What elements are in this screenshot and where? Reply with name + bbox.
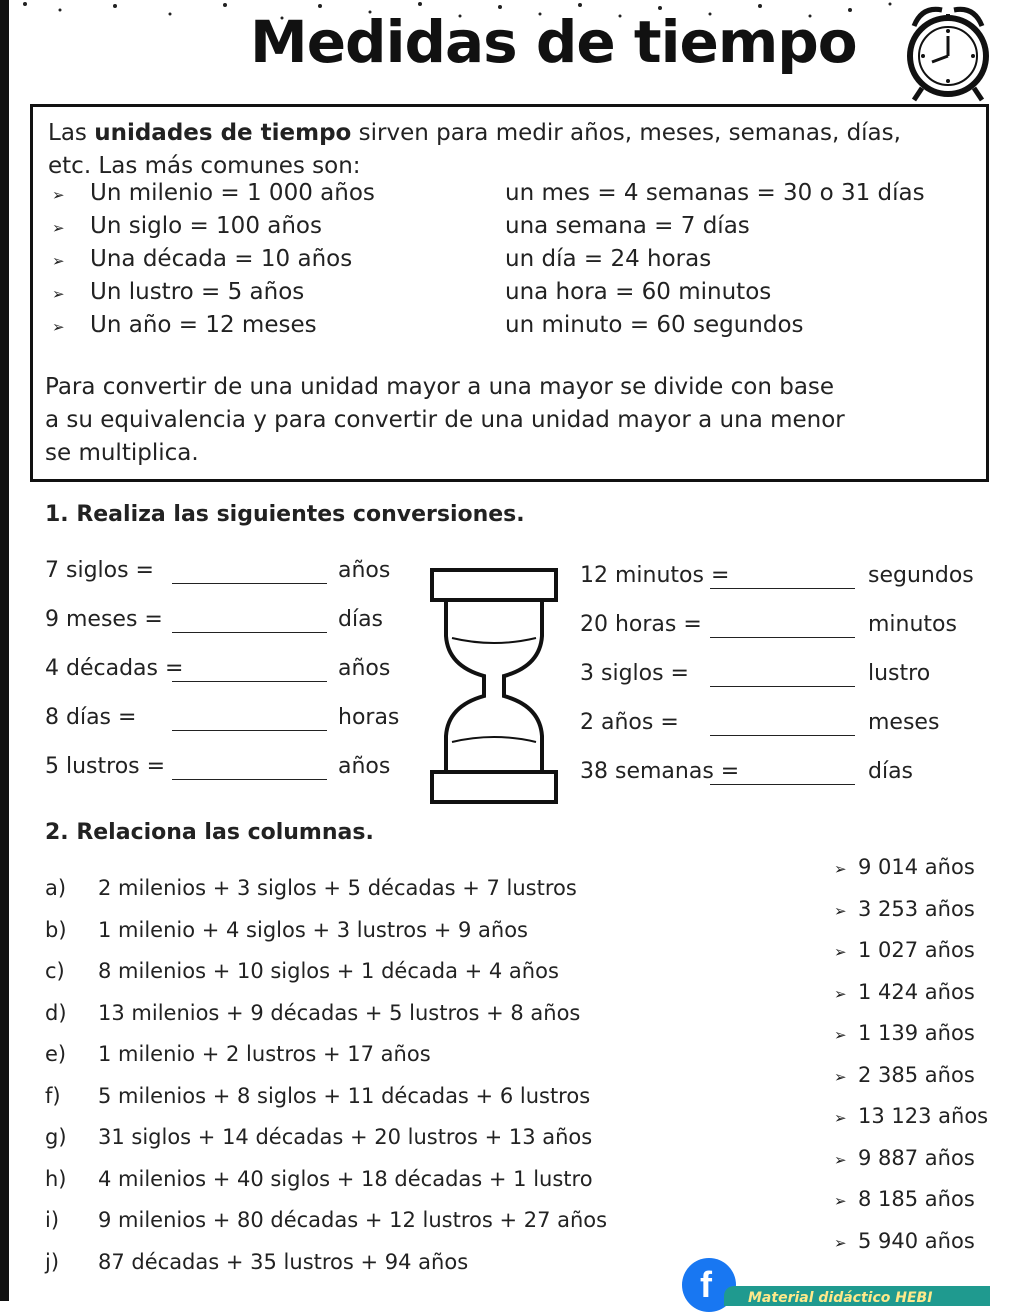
item-letter: c) [45,959,65,983]
conversion-unit: años [338,656,391,681]
unit-equivalence: Un siglo = 100 años [90,213,322,239]
conversion-unit: lustro [868,661,931,686]
item-letter: g) [45,1125,67,1149]
conversion-question: 5 lustros = [45,754,166,779]
item-expression: 4 milenios + 40 siglos + 18 décadas + 1 lustro [98,1166,593,1191]
rule-text: Para convertir de una unidad mayor a una mayor se divide con base [45,374,835,400]
answer-option: 1 139 años [858,1021,975,1045]
item-expression: 9 milenios + 80 décadas + 12 lustros + 27 años [98,1208,608,1232]
intro-line-1: Las unidades de tiempo sirven para medir años, meses, semanas, días, [48,120,901,146]
answer-blank[interactable] [710,686,855,687]
item-letter: h) [45,1166,67,1191]
arrow-icon: ➢ [834,943,847,961]
item-expression: 8 milenios + 10 siglos + 1 década + 4 años [98,959,559,983]
answer-option: 1 424 años [858,979,975,1004]
answer-option: 13 123 años [858,1104,989,1128]
arrow-icon: ➢ [834,860,847,878]
answer-blank[interactable] [172,779,327,780]
conversion-question: 9 meses = [45,607,163,632]
conversion-unit: años [338,754,391,779]
unit-equivalence: un minuto = 60 segundos [505,312,804,338]
arrow-icon: ➢ [834,1026,847,1044]
arrow-icon: ➢ [834,1067,847,1086]
arrow-icon: ➢ [52,318,65,336]
item-letter: a) [45,876,67,900]
rule-text: a su equivalencia y para convertir de una unidad mayor a una menor [45,407,845,433]
conversion-unit: días [338,607,384,632]
section2-heading: 2. Relaciona las columnas. [45,820,374,845]
conversion-question: 2 años = [580,710,679,735]
left-border [0,0,9,1301]
facebook-icon: f [682,1258,736,1312]
arrow-icon: ➢ [52,186,65,204]
conversion-unit: horas [338,705,400,730]
section1-heading: 1. Realiza las siguientes conversiones. [45,502,525,527]
arrow-icon: ➢ [834,1109,847,1127]
answer-blank[interactable] [710,735,855,736]
item-expression: 5 milenios + 8 siglos + 11 décadas + 6 lustros [98,1083,591,1108]
item-expression: 13 milenios + 9 décadas + 5 lustros + 8 años [98,1000,581,1025]
answer-option: 1 027 años [858,938,975,962]
item-letter: i) [45,1208,60,1232]
conversion-unit: meses [868,710,940,735]
answer-blank[interactable] [710,588,855,589]
item-expression: 1 milenio + 2 lustros + 17 años [98,1042,431,1066]
answer-option: 5 940 años [858,1228,975,1253]
item-letter: e) [45,1042,67,1066]
conversion-unit: días [868,759,914,784]
conversion-question: 7 siglos = [45,558,154,583]
conversion-unit: años [338,558,391,583]
unit-equivalence: Un lustro = 5 años [90,279,305,305]
arrow-icon: ➢ [834,1150,847,1169]
arrow-icon: ➢ [52,252,65,270]
item-letter: f) [45,1083,61,1108]
arrow-icon: ➢ [834,901,847,920]
conversion-unit: segundos [868,563,974,588]
item-expression: 1 milenio + 4 siglos + 3 lustros + 9 años [98,917,528,942]
item-expression: 31 siglos + 14 décadas + 20 lustros + 13 años [98,1125,593,1149]
unit-equivalence: Una década = 10 años [90,246,353,272]
page-title: Medidas de tiempo [250,8,857,76]
unit-equivalence: un mes = 4 semanas = 30 o 31 días [505,180,925,206]
arrow-icon: ➢ [52,285,65,303]
arrow-icon: ➢ [834,1233,847,1252]
answer-blank[interactable] [710,637,855,638]
answer-blank[interactable] [172,681,327,682]
conversion-question: 8 días = [45,705,137,730]
conversion-question: 4 décadas = [45,656,184,681]
conversion-question: 20 horas = [580,612,702,637]
unit-equivalence: una hora = 60 minutos [505,279,772,305]
answer-blank[interactable] [710,784,855,785]
footer-banner: Material didáctico HEBI [724,1286,990,1306]
item-letter: j) [45,1249,60,1274]
arrow-icon: ➢ [834,984,847,1003]
conversion-unit: minutos [868,612,957,637]
answer-option: 8 185 años [858,1187,975,1211]
item-letter: d) [45,1000,67,1025]
answer-option: 2 385 años [858,1062,975,1087]
answer-blank[interactable] [172,730,327,731]
alarm-clock-icon [892,0,1004,106]
item-letter: b) [45,917,67,942]
answer-blank[interactable] [172,583,327,584]
rule-text: se multiplica. [45,440,199,466]
answer-option: 3 253 años [858,896,975,921]
arrow-icon: ➢ [52,219,65,237]
hourglass-icon [424,566,564,806]
unit-equivalence: una semana = 7 días [505,213,750,239]
answer-option: 9 887 años [858,1145,975,1170]
answer-option: 9 014 años [858,855,975,879]
unit-equivalence: un día = 24 horas [505,246,712,272]
item-expression: 2 milenios + 3 siglos + 5 décadas + 7 lustros [98,876,577,900]
conversion-question: 12 minutos = [580,563,730,588]
unit-equivalence: Un año = 12 meses [90,312,317,338]
conversion-question: 38 semanas = [580,759,740,784]
intro-line-2: etc. Las más comunes son: [48,153,361,179]
arrow-icon: ➢ [834,1192,847,1210]
answer-blank[interactable] [172,632,327,633]
item-expression: 87 décadas + 35 lustros + 94 años [98,1249,469,1274]
unit-equivalence: Un milenio = 1 000 años [90,180,375,206]
conversion-question: 3 siglos = [580,661,689,686]
